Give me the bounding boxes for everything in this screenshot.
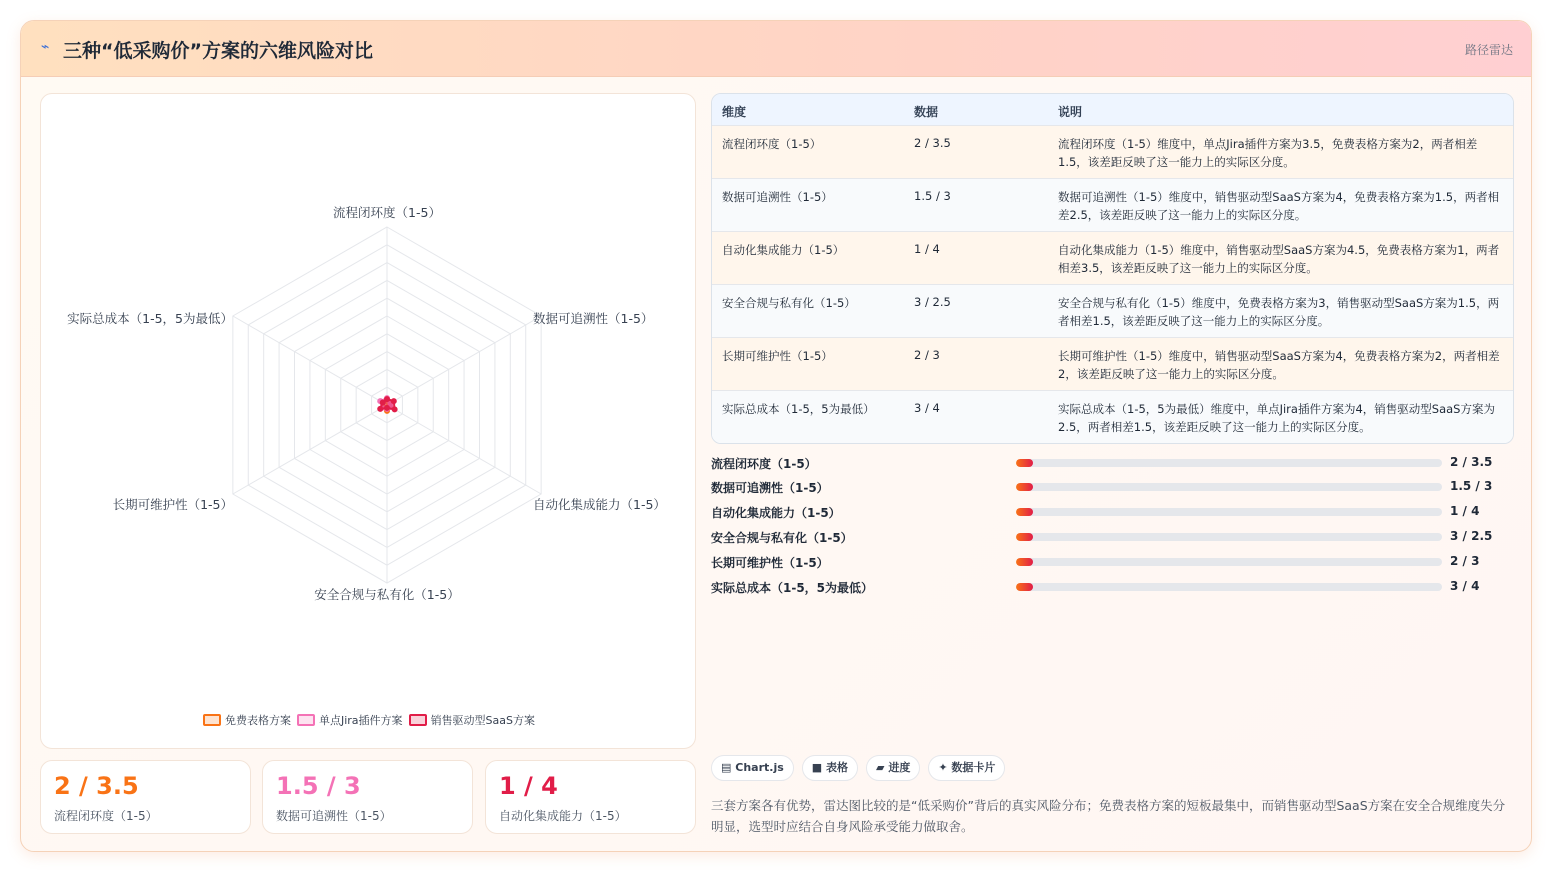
progress-fill bbox=[1016, 583, 1033, 591]
axis-label: 数据可追溯性（1-5） bbox=[533, 311, 654, 326]
table-row bbox=[712, 232, 1514, 285]
axis-label: 自动化集成能力（1-5） bbox=[533, 497, 666, 512]
progress-value: 1 / 4 bbox=[1450, 504, 1480, 518]
cell-data: 1.5 / 3 bbox=[914, 189, 951, 203]
cell-dimension: 数据可追溯性（1-5） bbox=[722, 190, 833, 204]
chip-data-card[interactable] bbox=[928, 755, 1005, 781]
radar-panel bbox=[40, 93, 696, 749]
chip-progress[interactable] bbox=[866, 755, 920, 781]
kpi-label: 流程闭环度（1-5） bbox=[54, 809, 158, 823]
progress-label: 流程闭环度（1-5） bbox=[711, 457, 817, 471]
summary-text: 三套方案各有优势，雷达图比较的是“低采购价”背后的真实风险分布；免费表格方案的短板最集中，而销售驱动型SaaS方案在安全合规维度失分明显，选型时应结合自身风险承受能力做取舍。 bbox=[711, 798, 1506, 834]
cell-dimension: 实际总成本（1-5，5为最低） bbox=[722, 402, 875, 416]
progress-row bbox=[711, 552, 1514, 572]
column-header: 说明 bbox=[1058, 105, 1083, 119]
cell-description: 流程闭环度（1-5）维度中，单点Jira插件方案为3.5，免费表格方案为2，两者相差1.5，该差距反映了这一能力上的实际区分度。 bbox=[1058, 137, 1478, 169]
kpi-value: 1 / 4 bbox=[499, 772, 558, 800]
progress-row bbox=[711, 577, 1514, 597]
cell-description: 自动化集成能力（1-5）维度中，销售驱动型SaaS方案为4.5，免费表格方案为1，两者相差3.5，该差距反映了这一能力上的实际区分度。 bbox=[1058, 243, 1500, 275]
series-point bbox=[384, 405, 390, 411]
cell-data: 1 / 4 bbox=[914, 242, 940, 256]
cell-data: 3 / 4 bbox=[914, 401, 940, 415]
legend-swatch bbox=[409, 714, 427, 726]
progress-row bbox=[711, 477, 1514, 497]
kpi-card bbox=[485, 760, 696, 834]
progress-fill bbox=[1016, 483, 1033, 491]
series-point bbox=[380, 400, 386, 406]
table-row bbox=[712, 338, 1514, 391]
progress-label: 自动化集成能力（1-5） bbox=[711, 506, 841, 520]
progress-value: 3 / 4 bbox=[1450, 579, 1480, 593]
header-tag: 路径雷达 bbox=[1464, 43, 1513, 57]
axis-label: 实际总成本（1-5，5为最低） bbox=[67, 311, 233, 326]
cell-dimension: 自动化集成能力（1-5） bbox=[722, 243, 845, 257]
kpi-card bbox=[262, 760, 473, 834]
progress-icon: ▰ bbox=[876, 761, 885, 774]
progress-value: 1.5 / 3 bbox=[1450, 479, 1493, 493]
column-header: 维度 bbox=[722, 105, 747, 119]
progress-track bbox=[1016, 583, 1442, 591]
progress-track bbox=[1016, 533, 1442, 541]
chip-label: 表格 bbox=[826, 761, 849, 774]
table-row bbox=[712, 126, 1514, 179]
cell-description: 长期可维护性（1-5）维度中，销售驱动型SaaS方案为4，免费表格方案为2，两者相差2，该差距反映了这一能力上的实际区分度。 bbox=[1058, 349, 1500, 381]
progress-fill bbox=[1016, 558, 1033, 566]
column-header: 数据 bbox=[914, 105, 939, 119]
cell-data: 2 / 3 bbox=[914, 348, 940, 362]
kpi-label: 数据可追溯性（1-5） bbox=[276, 809, 392, 823]
cell-description: 数据可追溯性（1-5）维度中，销售驱动型SaaS方案为4，免费表格方案为1.5，两者相差2.5，该差距反映了这一能力上的实际区分度。 bbox=[1058, 190, 1500, 222]
radar-icon: ⌁ bbox=[41, 39, 50, 55]
progress-track bbox=[1016, 558, 1442, 566]
progress-row bbox=[711, 527, 1514, 547]
card-icon: ✦ bbox=[938, 761, 948, 774]
radar-chart bbox=[41, 94, 697, 704]
table-row bbox=[712, 285, 1514, 338]
progress-label: 实际总成本（1-5，5为最低） bbox=[711, 581, 874, 595]
series-point bbox=[391, 398, 397, 404]
legend-swatch bbox=[297, 714, 315, 726]
series-point bbox=[392, 406, 398, 412]
legend-swatch bbox=[203, 714, 221, 726]
kpi-label: 自动化集成能力（1-5） bbox=[499, 809, 627, 823]
progress-label: 安全合规与私有化（1-5） bbox=[711, 531, 853, 545]
cell-description: 安全合规与私有化（1-5）维度中，免费表格方案为3，销售驱动型SaaS方案为1.5，两者相差1.5，该差距反映了这一能力上的实际区分度。 bbox=[1058, 296, 1500, 328]
page-title: 三种“低采购价”方案的六维风险对比 bbox=[63, 40, 373, 62]
table-row bbox=[712, 179, 1514, 232]
progress-label: 长期可维护性（1-5） bbox=[711, 556, 829, 570]
progress-value: 2 / 3 bbox=[1450, 554, 1480, 568]
legend-item[interactable] bbox=[203, 712, 291, 728]
chart-legend bbox=[41, 712, 697, 728]
legend-label: 销售驱动型SaaS方案 bbox=[430, 714, 536, 727]
cell-dimension: 安全合规与私有化（1-5） bbox=[722, 296, 856, 310]
chart-icon: ▤ bbox=[721, 761, 732, 774]
chip-chartjs[interactable] bbox=[711, 755, 794, 781]
progress-track bbox=[1016, 483, 1442, 491]
table-row bbox=[712, 391, 1514, 444]
cell-description: 实际总成本（1-5，5为最低）维度中，单点Jira插件方案为4，销售驱动型SaaS方案为2.5，两者相差1.5，该差距反映了这一能力上的实际区分度。 bbox=[1058, 402, 1495, 434]
kpi-value: 2 / 3.5 bbox=[54, 772, 139, 800]
series-point bbox=[377, 406, 383, 412]
chip-label: Chart.js bbox=[735, 761, 784, 774]
progress-fill bbox=[1016, 533, 1033, 541]
progress-track bbox=[1016, 459, 1442, 467]
table-header bbox=[712, 94, 1514, 126]
progress-row bbox=[711, 453, 1514, 473]
main-card bbox=[20, 20, 1532, 852]
progress-fill bbox=[1016, 459, 1033, 467]
kpi-value: 1.5 / 3 bbox=[276, 772, 361, 800]
card-header bbox=[21, 21, 1532, 77]
cell-data: 3 / 2.5 bbox=[914, 295, 951, 309]
table-icon: ■ bbox=[811, 761, 823, 774]
kpi-card bbox=[40, 760, 251, 834]
cell-dimension: 长期可维护性（1-5） bbox=[722, 349, 833, 363]
cell-data: 2 / 3.5 bbox=[914, 136, 951, 150]
progress-value: 3 / 2.5 bbox=[1450, 529, 1493, 543]
kpi-row bbox=[40, 760, 696, 834]
progress-row bbox=[711, 502, 1514, 522]
legend-item[interactable] bbox=[297, 712, 403, 728]
axis-label: 安全合规与私有化（1-5） bbox=[314, 587, 460, 602]
cell-dimension: 流程闭环度（1-5） bbox=[722, 137, 822, 151]
chip-label: 数据卡片 bbox=[951, 761, 996, 774]
progress-track bbox=[1016, 508, 1442, 516]
progress-label: 数据可追溯性（1-5） bbox=[711, 481, 829, 495]
axis-label: 流程闭环度（1-5） bbox=[333, 205, 441, 220]
legend-label: 免费表格方案 bbox=[224, 714, 291, 727]
legend-label: 单点Jira插件方案 bbox=[318, 714, 403, 727]
chip-label: 进度 bbox=[888, 761, 911, 774]
axis-label: 长期可维护性（1-5） bbox=[112, 497, 233, 512]
tech-chips bbox=[711, 755, 1013, 783]
legend-item[interactable] bbox=[409, 712, 535, 728]
progress-fill bbox=[1016, 508, 1033, 516]
data-table bbox=[711, 93, 1514, 444]
chip-table[interactable] bbox=[802, 755, 858, 781]
progress-value: 2 / 3.5 bbox=[1450, 455, 1493, 469]
